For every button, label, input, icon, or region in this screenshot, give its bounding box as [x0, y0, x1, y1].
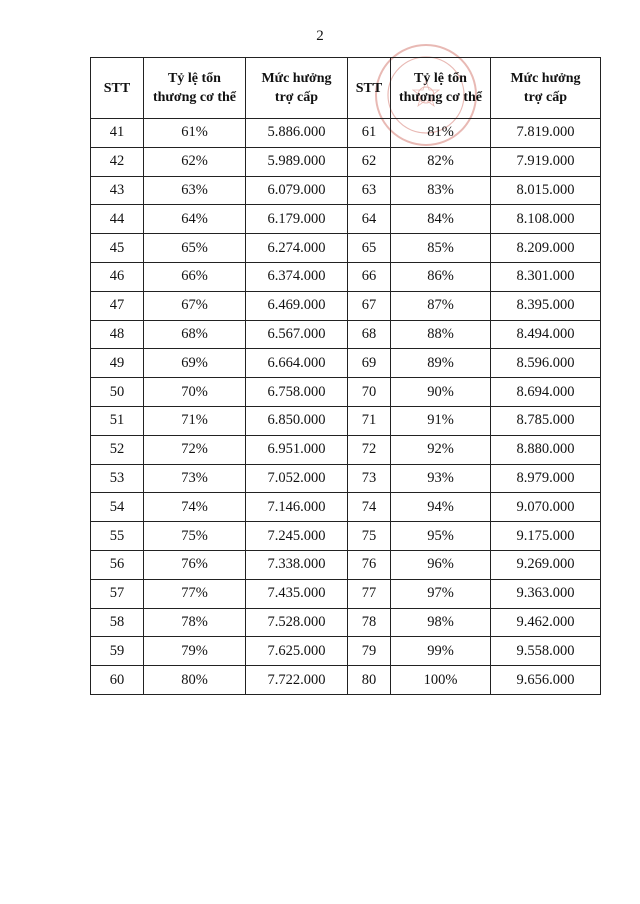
cell-injury-rate: 75%: [144, 522, 246, 551]
table-row: [91, 608, 601, 637]
cell-stt: 48: [91, 320, 144, 349]
cell-injury-rate: 70%: [144, 378, 246, 407]
cell-injury-rate-2: 99%: [391, 637, 491, 666]
cell-stt-2: 70: [348, 378, 391, 407]
cell-allowance-2: 9.175.000: [491, 522, 601, 551]
cell-injury-rate-2: 81%: [391, 119, 491, 148]
cell-stt-2: 80: [348, 666, 391, 695]
cell-allowance-2: 8.596.000: [491, 349, 601, 378]
cell-stt-2: 68: [348, 320, 391, 349]
cell-injury-rate-2: 96%: [391, 550, 491, 579]
cell-injury-rate-2: 94%: [391, 493, 491, 522]
cell-allowance-2: 9.558.000: [491, 637, 601, 666]
cell-allowance: 6.469.000: [246, 291, 348, 320]
cell-allowance: 7.245.000: [246, 522, 348, 551]
cell-injury-rate: 63%: [144, 176, 246, 205]
header-allowance-line2: trợ cấp: [274, 90, 319, 105]
cell-allowance-2: 7.819.000: [491, 119, 601, 148]
cell-injury-rate-2: 89%: [391, 349, 491, 378]
cell-allowance-2: 8.301.000: [491, 262, 601, 291]
cell-injury-rate: 64%: [144, 205, 246, 234]
cell-stt-2: 61: [348, 119, 391, 148]
cell-allowance-2: 8.209.000: [491, 234, 601, 263]
cell-stt: 51: [91, 406, 144, 435]
cell-stt: 42: [91, 147, 144, 176]
cell-stt: 46: [91, 262, 144, 291]
cell-stt: 54: [91, 493, 144, 522]
cell-stt-2: 77: [348, 579, 391, 608]
cell-stt: 50: [91, 378, 144, 407]
cell-stt-2: 67: [348, 291, 391, 320]
cell-allowance-2: 8.395.000: [491, 291, 601, 320]
table-row: [91, 550, 601, 579]
cell-injury-rate: 67%: [144, 291, 246, 320]
cell-allowance: 6.079.000: [246, 176, 348, 205]
cell-allowance-2: 8.880.000: [491, 435, 601, 464]
table-row: [91, 406, 601, 435]
table-row: [91, 522, 601, 551]
cell-injury-rate: 61%: [144, 119, 246, 148]
cell-injury-rate-2: 88%: [391, 320, 491, 349]
cell-stt-2: 64: [348, 205, 391, 234]
table-header-row: [91, 58, 601, 119]
cell-injury-rate: 77%: [144, 579, 246, 608]
table-row: [91, 291, 601, 320]
cell-stt: 43: [91, 176, 144, 205]
table-row: [91, 493, 601, 522]
benefit-rate-table: [90, 57, 601, 695]
cell-allowance: 7.625.000: [246, 637, 348, 666]
cell-allowance: 6.951.000: [246, 435, 348, 464]
cell-injury-rate: 71%: [144, 406, 246, 435]
cell-stt-2: 73: [348, 464, 391, 493]
cell-stt-2: 75: [348, 522, 391, 551]
cell-injury-rate: 66%: [144, 262, 246, 291]
header-injury-rate: [144, 58, 246, 119]
header-stt: STT: [91, 58, 144, 119]
cell-allowance: 6.374.000: [246, 262, 348, 291]
table-row: [91, 262, 601, 291]
header-injury-rate-2: [391, 58, 491, 119]
cell-injury-rate-2: 95%: [391, 522, 491, 551]
header-allowance-line2: trợ cấp: [523, 90, 568, 105]
cell-injury-rate-2: 84%: [391, 205, 491, 234]
header-injury-rate-line2: thương cơ thể: [398, 90, 482, 105]
table-row: [91, 579, 601, 608]
cell-injury-rate: 69%: [144, 349, 246, 378]
cell-injury-rate-2: 97%: [391, 579, 491, 608]
cell-stt: 44: [91, 205, 144, 234]
header-injury-rate-line2: thương cơ thể: [152, 90, 236, 105]
cell-stt: 58: [91, 608, 144, 637]
cell-stt-2: 71: [348, 406, 391, 435]
cell-injury-rate: 62%: [144, 147, 246, 176]
cell-allowance-2: 9.656.000: [491, 666, 601, 695]
table-row: [91, 147, 601, 176]
header-allowance: [246, 58, 348, 119]
cell-allowance-2: 8.785.000: [491, 406, 601, 435]
cell-injury-rate-2: 83%: [391, 176, 491, 205]
cell-allowance-2: 9.070.000: [491, 493, 601, 522]
cell-allowance-2: 9.363.000: [491, 579, 601, 608]
cell-allowance-2: 8.494.000: [491, 320, 601, 349]
cell-injury-rate-2: 82%: [391, 147, 491, 176]
cell-stt: 59: [91, 637, 144, 666]
cell-stt: 47: [91, 291, 144, 320]
cell-allowance-2: 9.462.000: [491, 608, 601, 637]
cell-allowance: 7.052.000: [246, 464, 348, 493]
cell-injury-rate-2: 87%: [391, 291, 491, 320]
cell-allowance: 7.146.000: [246, 493, 348, 522]
cell-injury-rate-2: 90%: [391, 378, 491, 407]
cell-injury-rate-2: 91%: [391, 406, 491, 435]
header-allowance-line1: Mức hưởng: [261, 71, 332, 86]
table-row: [91, 435, 601, 464]
table-row: [91, 176, 601, 205]
cell-stt-2: 72: [348, 435, 391, 464]
cell-stt-2: 63: [348, 176, 391, 205]
cell-allowance: 6.664.000: [246, 349, 348, 378]
cell-injury-rate: 73%: [144, 464, 246, 493]
cell-stt: 56: [91, 550, 144, 579]
cell-allowance: 6.567.000: [246, 320, 348, 349]
cell-stt-2: 78: [348, 608, 391, 637]
cell-allowance: 6.758.000: [246, 378, 348, 407]
table-row: [91, 119, 601, 148]
table-row: [91, 320, 601, 349]
cell-stt-2: 62: [348, 147, 391, 176]
cell-allowance-2: 8.979.000: [491, 464, 601, 493]
cell-allowance: 7.435.000: [246, 579, 348, 608]
cell-allowance: 5.989.000: [246, 147, 348, 176]
cell-stt-2: 66: [348, 262, 391, 291]
cell-injury-rate-2: 98%: [391, 608, 491, 637]
cell-injury-rate-2: 100%: [391, 666, 491, 695]
page-number: 2: [316, 28, 324, 44]
header-allowance-line1: Mức hưởng: [510, 71, 581, 86]
cell-injury-rate: 74%: [144, 493, 246, 522]
header-allowance-2: [491, 58, 601, 119]
cell-stt: 41: [91, 119, 144, 148]
cell-allowance-2: 8.108.000: [491, 205, 601, 234]
cell-allowance: 7.722.000: [246, 666, 348, 695]
cell-allowance: 7.338.000: [246, 550, 348, 579]
cell-allowance-2: 8.694.000: [491, 378, 601, 407]
cell-injury-rate: 65%: [144, 234, 246, 263]
cell-injury-rate: 80%: [144, 666, 246, 695]
cell-injury-rate-2: 86%: [391, 262, 491, 291]
table-row: [91, 234, 601, 263]
cell-allowance: 6.274.000: [246, 234, 348, 263]
cell-stt: 49: [91, 349, 144, 378]
header-stt-2: STT: [348, 58, 391, 119]
header-injury-rate-line1: Tỷ lệ tổn: [168, 71, 221, 86]
table-row: [91, 464, 601, 493]
cell-stt: 52: [91, 435, 144, 464]
cell-injury-rate: 72%: [144, 435, 246, 464]
cell-allowance-2: 8.015.000: [491, 176, 601, 205]
table-row: [91, 666, 601, 695]
cell-allowance-2: 9.269.000: [491, 550, 601, 579]
cell-stt: 55: [91, 522, 144, 551]
cell-stt-2: 79: [348, 637, 391, 666]
cell-stt: 53: [91, 464, 144, 493]
cell-allowance: 6.850.000: [246, 406, 348, 435]
cell-stt: 60: [91, 666, 144, 695]
cell-stt: 57: [91, 579, 144, 608]
cell-stt: 45: [91, 234, 144, 263]
header-injury-rate-line1: Tỷ lệ tổn: [414, 71, 467, 86]
table-row: [91, 205, 601, 234]
cell-allowance-2: 7.919.000: [491, 147, 601, 176]
cell-injury-rate: 79%: [144, 637, 246, 666]
cell-stt-2: 65: [348, 234, 391, 263]
cell-stt-2: 69: [348, 349, 391, 378]
cell-allowance: 7.528.000: [246, 608, 348, 637]
cell-allowance: 5.886.000: [246, 119, 348, 148]
table-body: [91, 119, 601, 695]
cell-injury-rate: 78%: [144, 608, 246, 637]
table-row: [91, 378, 601, 407]
cell-injury-rate-2: 85%: [391, 234, 491, 263]
cell-injury-rate: 76%: [144, 550, 246, 579]
cell-injury-rate-2: 93%: [391, 464, 491, 493]
cell-stt-2: 74: [348, 493, 391, 522]
cell-injury-rate: 68%: [144, 320, 246, 349]
cell-allowance: 6.179.000: [246, 205, 348, 234]
cell-injury-rate-2: 92%: [391, 435, 491, 464]
cell-stt-2: 76: [348, 550, 391, 579]
table-row: [91, 637, 601, 666]
table-row: [91, 349, 601, 378]
